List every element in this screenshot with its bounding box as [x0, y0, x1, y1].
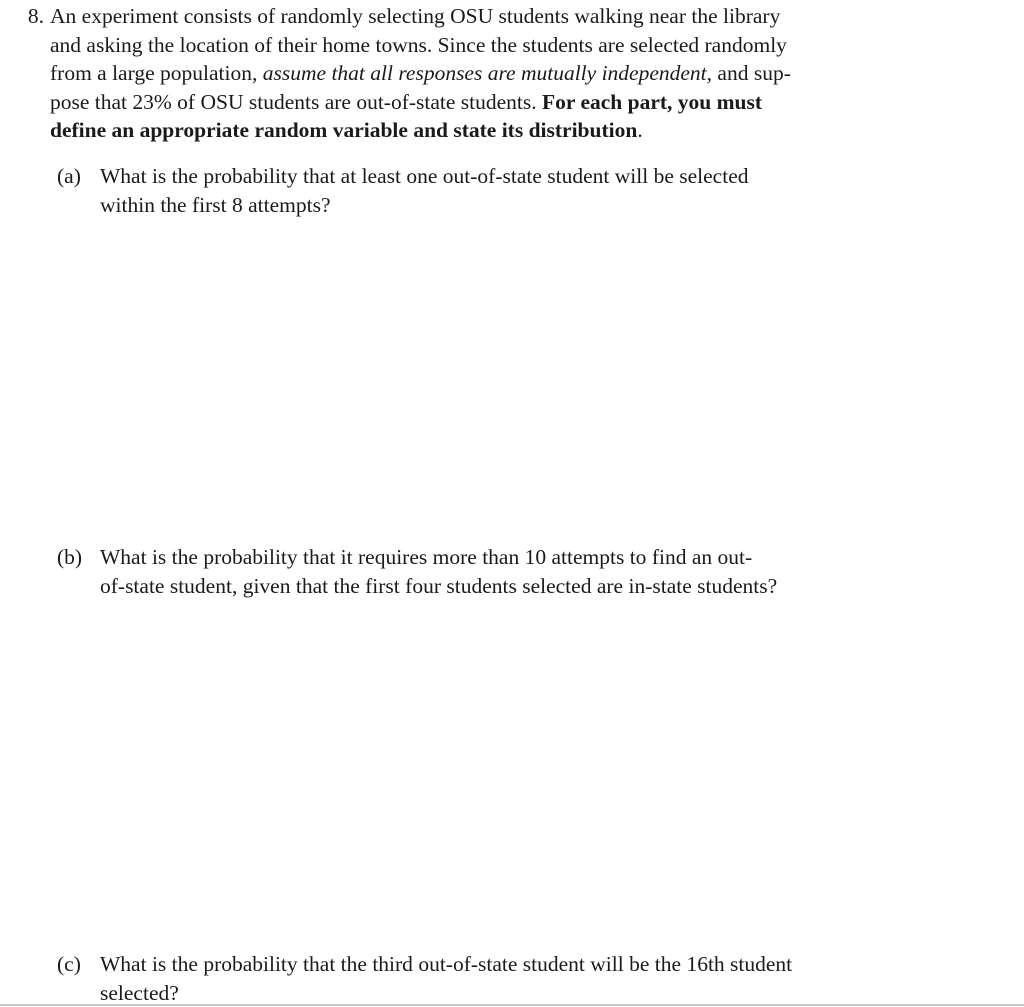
- part-label-a: (a): [57, 164, 81, 188]
- word: OSU: [450, 4, 494, 28]
- problem-line-1: [50, 2, 917, 31]
- word: the: [691, 4, 718, 28]
- word: walking: [574, 4, 644, 28]
- problem-line-3: [50, 59, 917, 88]
- word: probability: [203, 545, 298, 569]
- word: consists: [183, 4, 252, 28]
- word: home: [322, 32, 371, 57]
- word: What: [100, 164, 147, 188]
- part-label-b: (b): [57, 545, 83, 569]
- problem-line-4: [50, 88, 917, 117]
- problem-8-block: [0, 2, 1024, 145]
- word: An: [50, 4, 77, 28]
- word: the: [171, 952, 198, 976]
- part-a-text: [100, 162, 917, 219]
- text-run-bold-instruction: For each part, you must: [542, 89, 762, 114]
- word: 16th: [686, 952, 725, 976]
- word: that: [295, 573, 329, 598]
- part-b-text: [100, 543, 917, 600]
- word: more: [432, 545, 477, 569]
- word: is: [151, 545, 167, 569]
- word: that: [303, 545, 336, 569]
- text-run: selected?: [100, 980, 179, 1005]
- word: near: [649, 4, 686, 28]
- word: an: [691, 545, 713, 569]
- text-run-italic-assumption: assume that all responses are mutually independent,: [262, 61, 713, 86]
- part-b-row: [0, 543, 1024, 600]
- part-c-text: [100, 950, 917, 1007]
- word: of-state: [100, 573, 165, 598]
- word: in-state: [628, 573, 692, 598]
- text-run-bold-instruction-cont: define an appropriate random variable and state its distribution: [50, 118, 638, 143]
- problem-line-5: [50, 116, 917, 145]
- word: What: [100, 952, 147, 976]
- word: are: [596, 573, 624, 598]
- word: 10: [524, 545, 547, 569]
- word: towns.: [375, 32, 433, 57]
- word: selected: [679, 164, 749, 188]
- problem-8-body: [50, 2, 917, 145]
- word: one: [406, 164, 438, 188]
- part-a-line-2: [100, 191, 917, 220]
- word: selecting: [368, 4, 445, 28]
- word: selected: [629, 32, 700, 57]
- text-run-regular: from a large population,: [50, 61, 258, 86]
- word: that: [303, 164, 336, 188]
- word: to: [629, 545, 647, 569]
- word: will: [614, 164, 649, 188]
- text-run: within the first 8 attempts?: [100, 192, 331, 217]
- word: probability: [203, 164, 298, 188]
- word: four: [405, 573, 441, 598]
- part-label-c: (c): [57, 952, 81, 976]
- part-b-line-2: [100, 572, 917, 601]
- word: students: [498, 4, 569, 28]
- word: is: [151, 952, 167, 976]
- problem-line-2: [50, 31, 917, 60]
- word: the: [171, 545, 198, 569]
- word: students: [522, 32, 593, 57]
- word: is: [151, 164, 167, 188]
- word: library: [723, 4, 781, 28]
- word: out-of-state: [418, 952, 518, 976]
- word: student,: [169, 573, 238, 598]
- word: that: [303, 952, 336, 976]
- word: the: [171, 164, 198, 188]
- answer-space-part-a[interactable]: [100, 222, 917, 537]
- part-c-line-1: [100, 950, 917, 979]
- part-c-line-2: [100, 979, 917, 1007]
- word: attempts: [551, 545, 625, 569]
- text-run-regular: and sup-: [717, 61, 791, 86]
- word: location: [179, 32, 249, 57]
- problem-number: 8.: [27, 4, 44, 28]
- word: of: [257, 4, 276, 28]
- text-run-period: .: [637, 118, 643, 143]
- problem-part-c: [0, 950, 1024, 1007]
- word: out-: [717, 545, 753, 569]
- part-a-line-1: [100, 162, 917, 191]
- word: selected: [522, 573, 592, 598]
- word: asking: [86, 32, 143, 57]
- problem-part-a: [0, 162, 1024, 219]
- word: third: [372, 952, 413, 976]
- word: the: [333, 573, 360, 598]
- word: out-of-state: [442, 164, 542, 188]
- word: randomly: [704, 32, 787, 57]
- word: their: [277, 32, 317, 57]
- problem-part-b: [0, 543, 1024, 600]
- word: experiment: [81, 4, 179, 28]
- word: of: [254, 32, 273, 57]
- word: will: [590, 952, 624, 976]
- word: find: [651, 545, 687, 569]
- part-a-row: [0, 162, 1024, 219]
- word: student: [547, 164, 610, 188]
- word: the: [654, 952, 682, 976]
- problem-8-row: [0, 2, 1024, 145]
- word: be: [653, 164, 674, 188]
- part-b-line-1: [100, 543, 917, 572]
- word: the: [147, 32, 175, 57]
- word: and: [50, 32, 82, 57]
- word: the: [490, 32, 518, 57]
- word: first: [365, 573, 400, 598]
- word: it: [340, 545, 353, 569]
- word: least: [361, 164, 401, 188]
- word: are: [598, 32, 625, 57]
- word: be: [629, 952, 650, 976]
- word: than: [482, 545, 520, 569]
- word: What: [100, 545, 147, 569]
- word: probability: [203, 952, 298, 976]
- word: at: [340, 164, 357, 188]
- word: students?: [697, 573, 778, 598]
- answer-space-part-b[interactable]: [100, 604, 917, 944]
- word: requires: [358, 545, 428, 569]
- word: randomly: [280, 4, 363, 28]
- text-run-regular: pose that 23% of OSU students are out-of-state students.: [50, 89, 537, 114]
- word: the: [340, 952, 367, 976]
- word: students: [446, 573, 517, 598]
- part-c-row: [0, 950, 1024, 1007]
- word: given: [242, 573, 291, 598]
- word: student: [730, 952, 793, 976]
- word: student: [522, 952, 585, 976]
- word: Since: [437, 32, 486, 57]
